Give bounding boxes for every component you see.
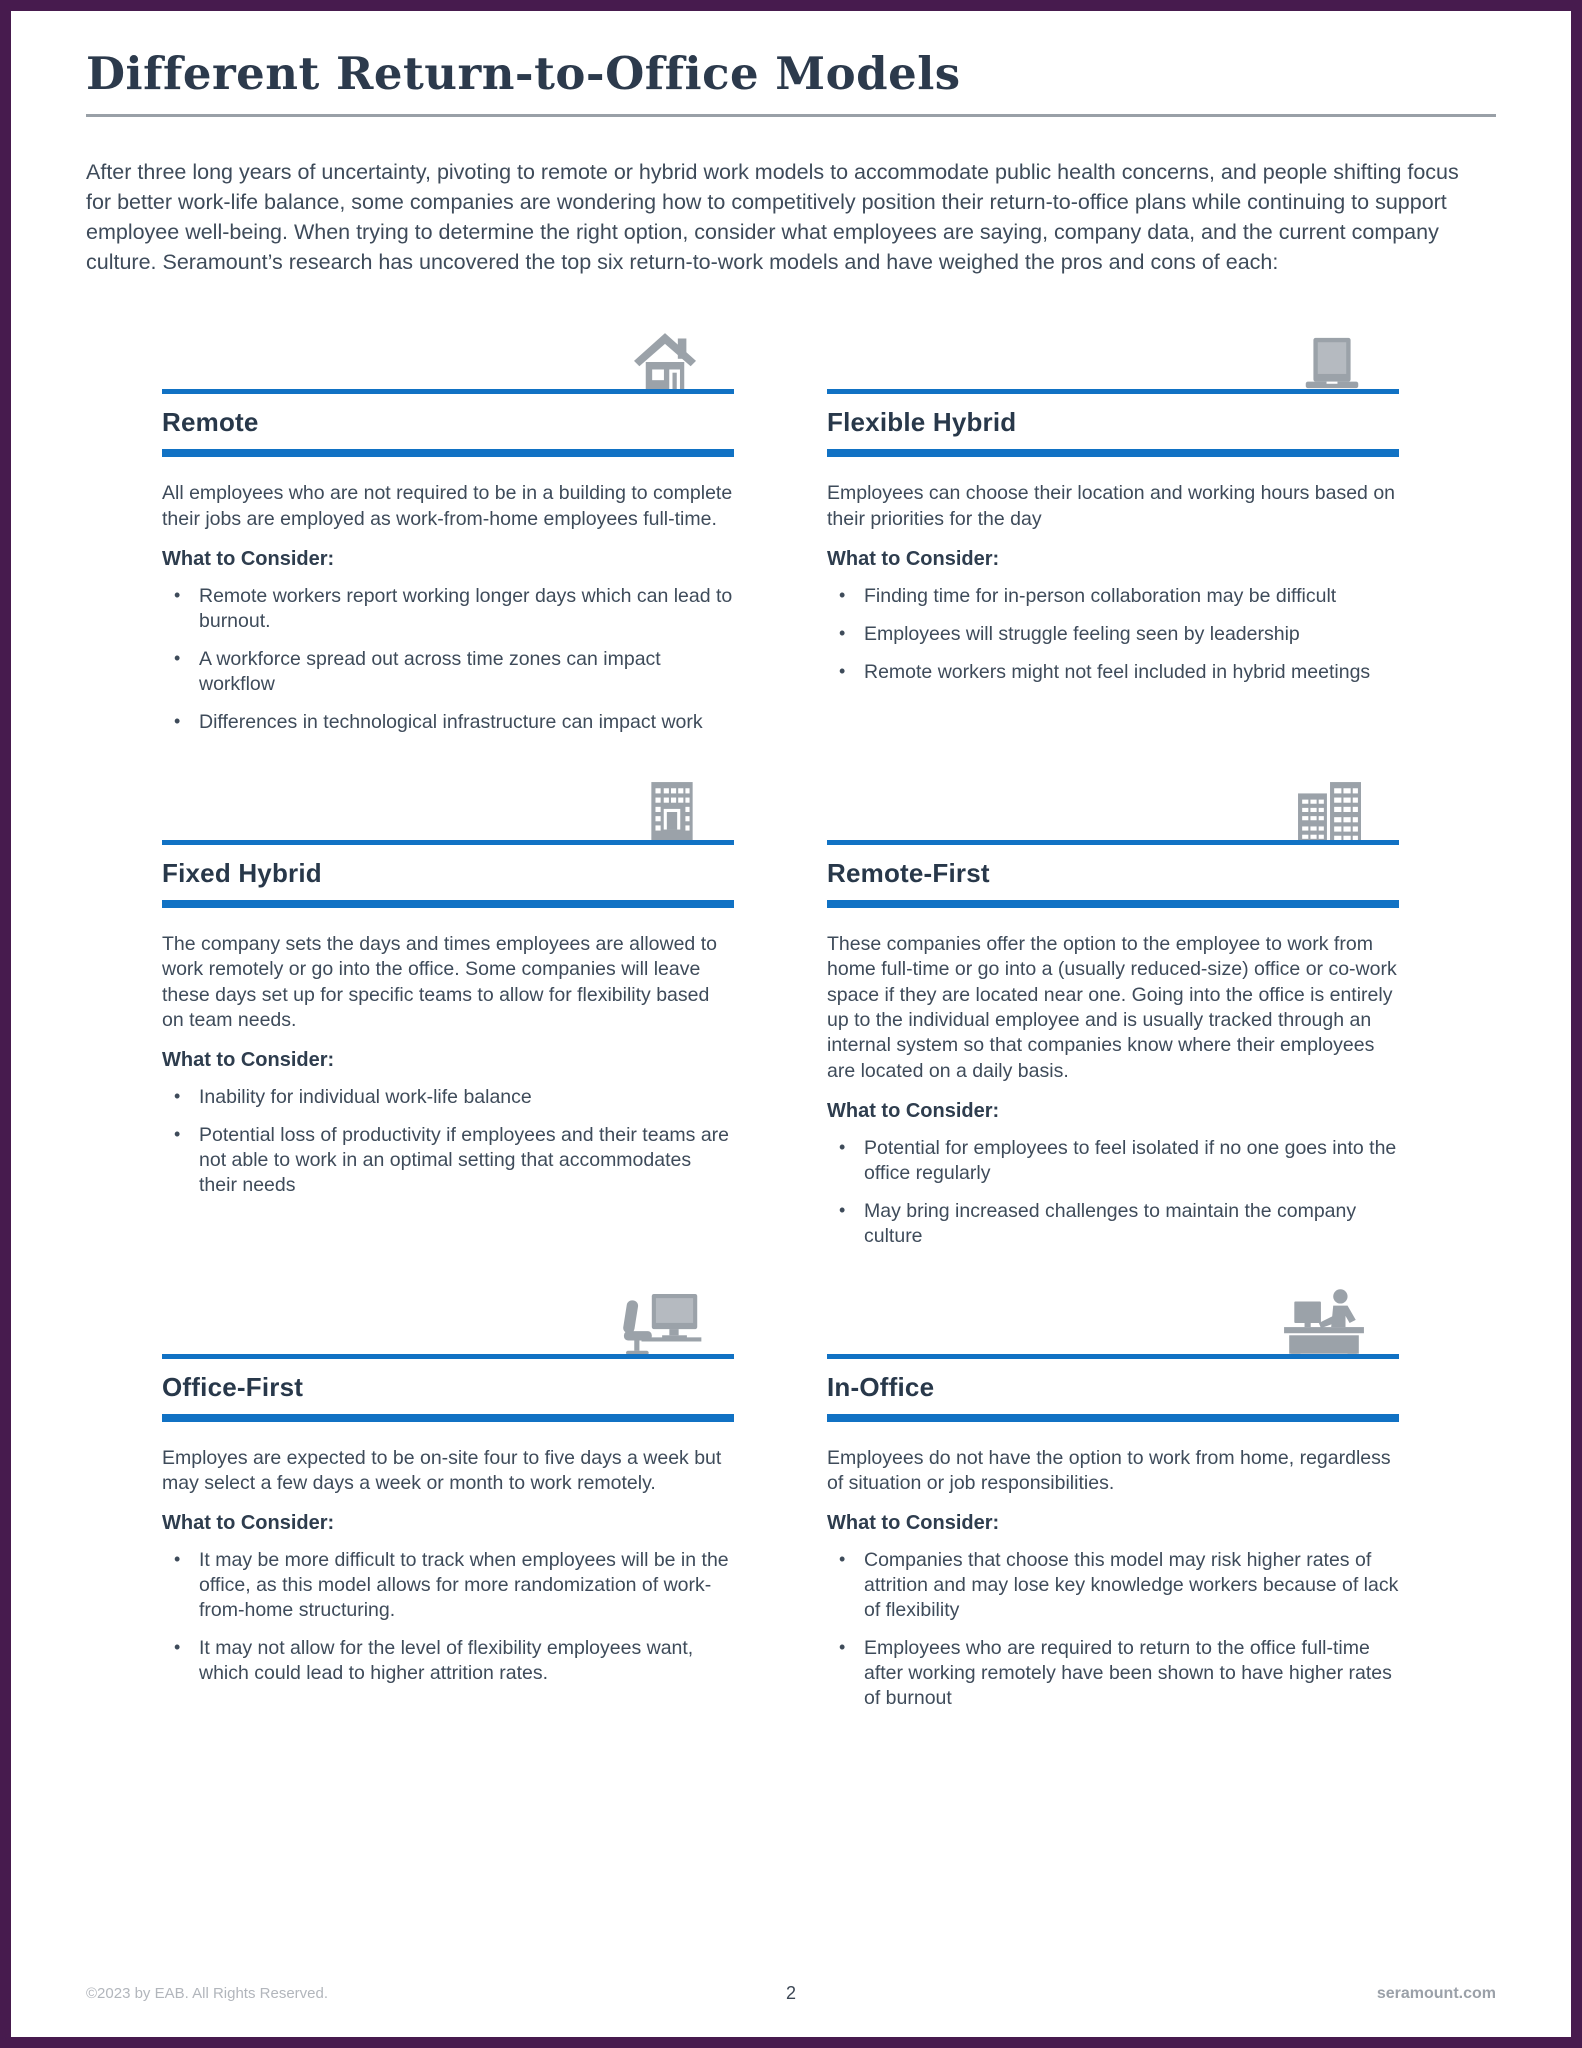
section-bottom-rule [827, 1414, 1399, 1422]
consideration-item: • Employees who are required to return to the office full-time after working remotely have been shown to have higher rates of burnout [827, 1636, 1399, 1711]
consideration-list [162, 584, 734, 735]
section-description: The company sets the days and times employees are allowed to work remotely or go into the office. Some companies will leave these days set up for specific teams to allow for flexibility based on team needs. [162, 932, 717, 1031]
section-remote [162, 335, 734, 747]
consideration-item: • Remote workers might not feel included in hybrid meetings [827, 660, 1399, 685]
consideration-list [827, 584, 1399, 685]
section-description: All employees who are not required to be in a building to complete their jobs are employed as work-from-home employees full-time. [162, 482, 733, 530]
page-footer [86, 1985, 1496, 2009]
section-title: Fixed Hybrid [162, 857, 322, 888]
section-bottom-rule [162, 900, 734, 908]
section-top-rule [827, 840, 1399, 845]
section-description: Employees can choose their location and working hours based on their priorities for the day [827, 482, 1396, 530]
copyright-text: ©2023 by EAB. All Rights Reserved. [86, 1985, 329, 2002]
section-fixed-hybrid [162, 786, 734, 1262]
person-desk-icon [1281, 1288, 1367, 1358]
section-description: Employees do not have the option to work from home, regardless of situation or job responsibilities. [827, 1446, 1391, 1495]
section-title: Flexible Hybrid [827, 407, 1017, 438]
building-icon [642, 780, 702, 844]
sections-grid [162, 335, 1399, 1724]
section-top-rule [827, 1354, 1399, 1359]
laptop-icon [1297, 333, 1367, 393]
section-bottom-rule [162, 449, 734, 457]
section-title: Remote [162, 407, 259, 438]
consider-label: What to Consider: [162, 1049, 335, 1072]
consideration-item: • A workforce spread out across time zones can impact workflow [162, 647, 734, 697]
consideration-item: • It may be more difficult to track when employees will be in the office, as this model allows for more randomization of work-from-home structuring. [162, 1548, 734, 1623]
consideration-item: • Companies that choose this model may risk higher rates of attrition and may lose key knowledge workers because of lack of flexibility [827, 1548, 1399, 1623]
consideration-item: • It may not allow for the level of flexibility employees want, which could lead to higher attrition rates. [162, 1636, 734, 1686]
section-bottom-rule [827, 900, 1399, 908]
section-flexible-hybrid [827, 335, 1399, 747]
section-title: In-Office [827, 1371, 935, 1402]
section-top-rule [162, 389, 734, 394]
consideration-item: • Potential for employees to feel isolated if no one goes into the office regularly [827, 1136, 1399, 1186]
consideration-list [827, 1548, 1399, 1711]
section-bottom-rule [162, 1414, 734, 1422]
section-office-first [162, 1300, 734, 1724]
page-title: Different Return-to-Office Models [86, 47, 961, 100]
consideration-item: • Employees will struggle feeling seen by leadership [827, 622, 1399, 647]
title-divider [86, 114, 1496, 117]
section-title: Remote-First [827, 857, 990, 888]
desk-chair-icon [614, 1294, 702, 1358]
section-in-office [827, 1300, 1399, 1724]
section-icon-row [827, 1300, 1399, 1358]
consider-label: What to Consider: [162, 1512, 335, 1535]
section-bottom-rule [827, 449, 1399, 457]
section-description: These companies offer the option to the employee to work from home full-time or go into a (usually reduced-size) office or co-work space if they are located near one. Going into the office is entirely up to the individual employee and is usually tracked through an internal system so that companies know where their employees are located on a daily basis. [827, 932, 1397, 1082]
section-icon-row [162, 786, 734, 844]
consideration-item: • Remote workers report working longer days which can lead to burnout. [162, 584, 734, 634]
section-description: Employes are expected to be on-site four to five days a week but may select a few days a week or month to work remotely. [162, 1446, 722, 1495]
section-top-rule [162, 1354, 734, 1359]
consider-label: What to Consider: [827, 1099, 1000, 1122]
consideration-item: • Differences in technological infrastructure can impact work [162, 710, 734, 735]
consideration-item: • May bring increased challenges to maintain the company culture [827, 1199, 1399, 1249]
section-top-rule [162, 840, 734, 845]
consider-label: What to Consider: [162, 548, 335, 571]
page-number: 2 [785, 1983, 796, 2003]
website-text: seramount.com [1376, 1985, 1496, 2002]
section-icon-row [827, 786, 1399, 844]
section-top-rule [827, 389, 1399, 394]
consideration-list [827, 1136, 1399, 1249]
consider-label: What to Consider: [827, 1512, 1000, 1535]
consideration-list [162, 1548, 734, 1686]
section-icon-row [162, 1300, 734, 1358]
consideration-item: • Potential loss of productivity if employees and their teams are not able to work in an optimal setting that accommodates their needs [162, 1123, 734, 1198]
buildings-icon [1291, 780, 1367, 844]
section-icon-row [162, 335, 734, 393]
intro-paragraph: After three long years of uncertainty, pivoting to remote or hybrid work models to accommodate public health concerns, and people shifting focus for better work-life balance, some companies are wondering how to competitively position their return-to-office plans while continuing to support employee well-being. When trying to determine the right option, consider what employees are saying, company data, and the current company culture. Seramount’s research has uncovered the top six return-to-work models and have weighed the pros and cons of each: [86, 160, 1459, 275]
consideration-item: • Finding time for in-person collaboration may be difficult [827, 584, 1399, 609]
section-remote-first [827, 786, 1399, 1262]
consider-label: What to Consider: [827, 548, 1000, 571]
house-icon [628, 331, 702, 393]
consideration-list [162, 1085, 734, 1198]
section-title: Office-First [162, 1371, 304, 1402]
section-icon-row [827, 335, 1399, 393]
consideration-item: • Inability for individual work-life balance [162, 1085, 734, 1110]
page-content [11, 11, 1571, 1724]
